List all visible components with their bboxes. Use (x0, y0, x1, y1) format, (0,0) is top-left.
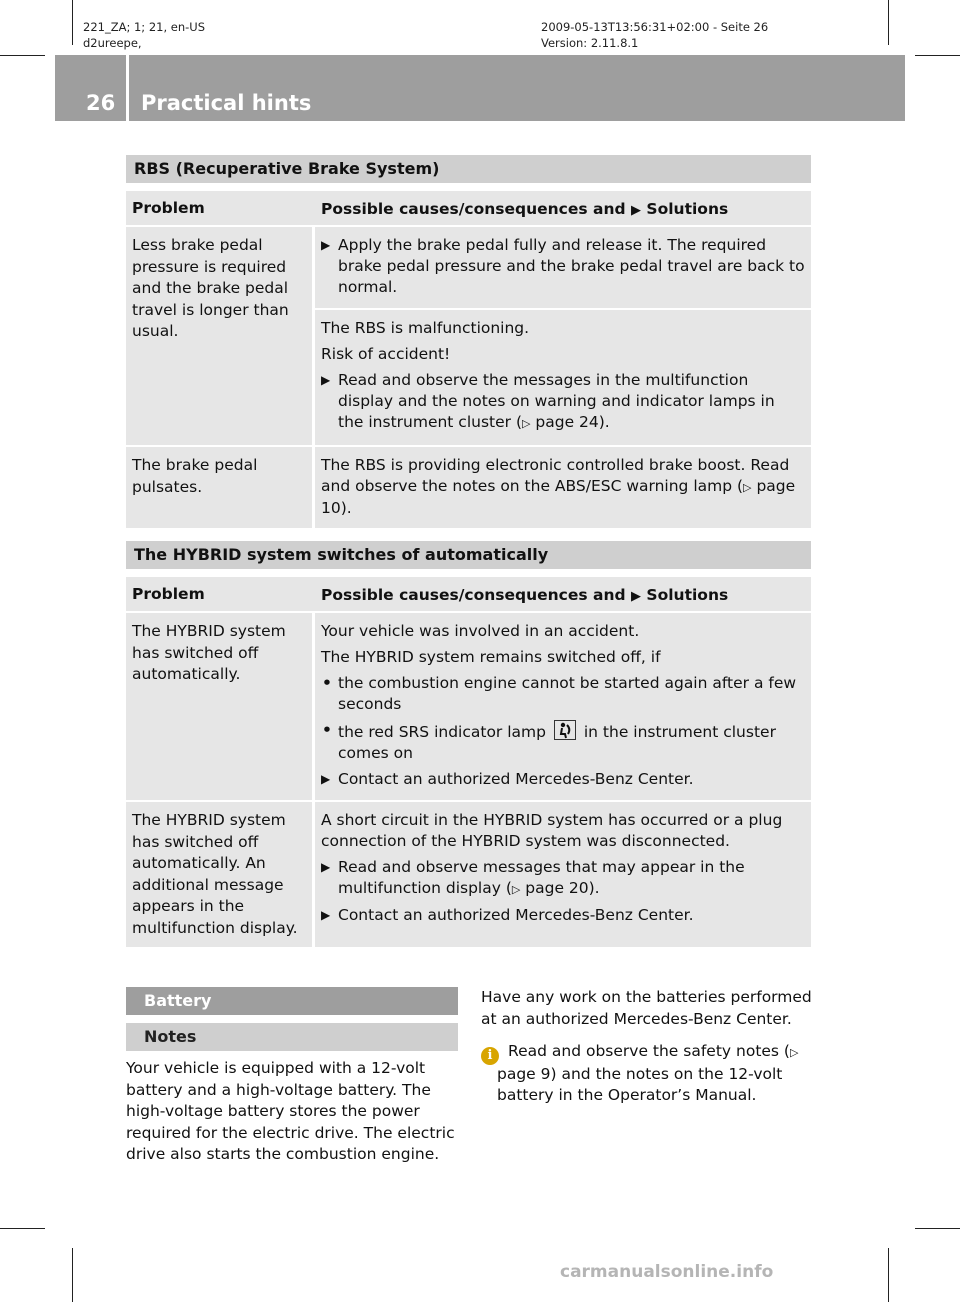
solution-line: The RBS is malfunctioning. (321, 319, 530, 337)
solution-block (315, 613, 811, 800)
bullet-item (321, 720, 805, 764)
hybrid-table (126, 541, 811, 947)
step-arrow-icon: ▶ (321, 373, 331, 387)
step-arrow-icon: ▶ (631, 203, 642, 218)
meta-right-line2: Version: 2.11.8.1 (541, 36, 639, 50)
crop-mark (888, 0, 889, 45)
step-text: Read and observe messages that may appear in the multifunction display ( (338, 858, 745, 897)
step-text: Contact an authorized Mercedes-Benz Center. (338, 906, 694, 924)
col-solutions-label-a: Possible causes/consequences and (321, 200, 626, 218)
solution-cell (315, 802, 811, 947)
watermark: carmanualsonline.info (560, 1262, 774, 1282)
notes-subsection-title: Notes (126, 1023, 458, 1051)
crop-mark (0, 1228, 45, 1229)
rbs-table-header (126, 191, 811, 225)
solution-text-ref: page 10). (321, 477, 796, 517)
step-text: Read and observe the messages in the multifunction display and the notes on warning and indicator lamps in the instrument cluster ( (338, 371, 775, 431)
solution-text: The RBS is providing electronic controlled brake boost. Read and observe the notes on the ABS/ESC warning lamp ( (321, 456, 790, 495)
crop-mark (915, 1228, 960, 1229)
page-ref-triangle-icon: ▷ (789, 1046, 799, 1059)
bullet-text: the red SRS indicator lamp (338, 723, 546, 741)
header-separator (126, 55, 129, 121)
rbs-table-title: RBS (Recuperative Brake System) (126, 155, 811, 183)
solution-line: The HYBRID system remains switched off, if (321, 648, 661, 666)
bullet-text: in the instrument cluster comes on (338, 723, 776, 762)
solution-line: Your vehicle was involved in an accident. (321, 622, 640, 640)
step-text-ref: page 24). (530, 413, 610, 431)
step-text: Apply the brake pedal fully and release it. The required brake pedal pressure and the brake pedal travel are back to normal. (338, 236, 805, 296)
problem-cell: The HYBRID system has switched off automatically. An additional message appears in the multifunction display. (126, 802, 312, 947)
step-item (321, 769, 805, 790)
battery-service-paragraph: Have any work on the batteries performed at an authorized Mercedes-Benz Center. (481, 988, 812, 1028)
info-note (481, 1041, 811, 1107)
battery-section-title: Battery (126, 987, 458, 1015)
col-solutions-label-a: Possible causes/consequences and (321, 586, 626, 604)
solution-cell (315, 447, 811, 528)
solution-block (315, 227, 811, 308)
step-text-ref: page 20). (520, 879, 600, 897)
meta-left (83, 19, 205, 51)
info-text: Read and observe the safety notes ( (508, 1042, 790, 1060)
meta-right (541, 19, 768, 51)
solution-line: A short circuit in the HYBRID system has occurred or a plug connection of the HYBRID system was disconnected. (321, 811, 783, 850)
info-icon: i (481, 1047, 499, 1065)
step-item (321, 235, 805, 298)
step-item (321, 857, 805, 900)
col-solutions-label-b: Solutions (646, 586, 729, 604)
bullet-text: the combustion engine cannot be started again after a few seconds (338, 674, 797, 713)
col-problem: Problem (132, 199, 205, 217)
page-ref-triangle-icon: ▷ (511, 883, 521, 896)
problem-cell: Less brake pedal pressure is required and the brake pedal travel is longer than usual. (126, 227, 312, 445)
bullet-icon: • (322, 721, 332, 739)
crop-mark (888, 1248, 889, 1302)
page-ref-triangle-icon: ▷ (522, 417, 531, 430)
table-row (126, 225, 811, 445)
solution-cell (315, 613, 811, 800)
page-number: 26 (86, 91, 116, 115)
hybrid-table-header (126, 577, 811, 611)
step-item (321, 370, 805, 434)
solution-block (315, 308, 811, 445)
solution-block (315, 447, 811, 528)
rbs-table (126, 155, 811, 528)
col-solutions (315, 191, 811, 225)
solution-block (315, 802, 811, 935)
solution-line: Risk of accident! (321, 345, 451, 363)
crop-mark (915, 55, 960, 56)
problem-cell: The HYBRID system has switched off automatically. (126, 613, 312, 800)
step-arrow-icon: ▶ (631, 589, 642, 604)
page-title: Practical hints (141, 91, 312, 115)
page-ref-triangle-icon: ▷ (743, 481, 752, 494)
step-arrow-icon: ▶ (321, 772, 331, 786)
crop-mark (72, 1248, 73, 1302)
meta-right-line1: 2009-05-13T13:56:31+02:00 - Seite 26 (541, 20, 769, 34)
step-arrow-icon: ▶ (321, 238, 331, 252)
hybrid-table-title: The HYBRID system switches of automatically (126, 541, 811, 569)
step-arrow-icon: ▶ (321, 860, 331, 874)
crop-mark (0, 55, 45, 56)
table-row (126, 611, 811, 800)
meta-left-line2: d2ureepe, (83, 36, 142, 50)
table-row (126, 445, 811, 528)
bullet-item (321, 673, 805, 715)
step-text: Contact an authorized Mercedes-Benz Center. (338, 770, 694, 788)
meta-left-line1: 221_ZA; 1; 21, en-US (83, 20, 205, 34)
col-problem: Problem (132, 585, 205, 603)
step-arrow-icon: ▶ (321, 908, 331, 922)
crop-mark (72, 0, 73, 45)
col-solutions (315, 577, 811, 611)
step-item (321, 905, 805, 926)
battery-paragraph: Your vehicle is equipped with a 12-volt battery and a high-voltage battery. The high-voltage battery stores the power required for the electric drive. The electric drive also starts the combustion engine. (126, 1059, 455, 1163)
problem-cell: The brake pedal pulsates. (126, 447, 312, 528)
srs-indicator-icon (554, 720, 576, 740)
bullet-icon: • (322, 674, 332, 692)
info-text-ref: page 9) and the notes on the 12-volt battery in the Operator’s Manual. (497, 1064, 783, 1104)
table-row (126, 800, 811, 947)
col-solutions-label-b: Solutions (646, 200, 729, 218)
solution-cell (315, 227, 811, 445)
